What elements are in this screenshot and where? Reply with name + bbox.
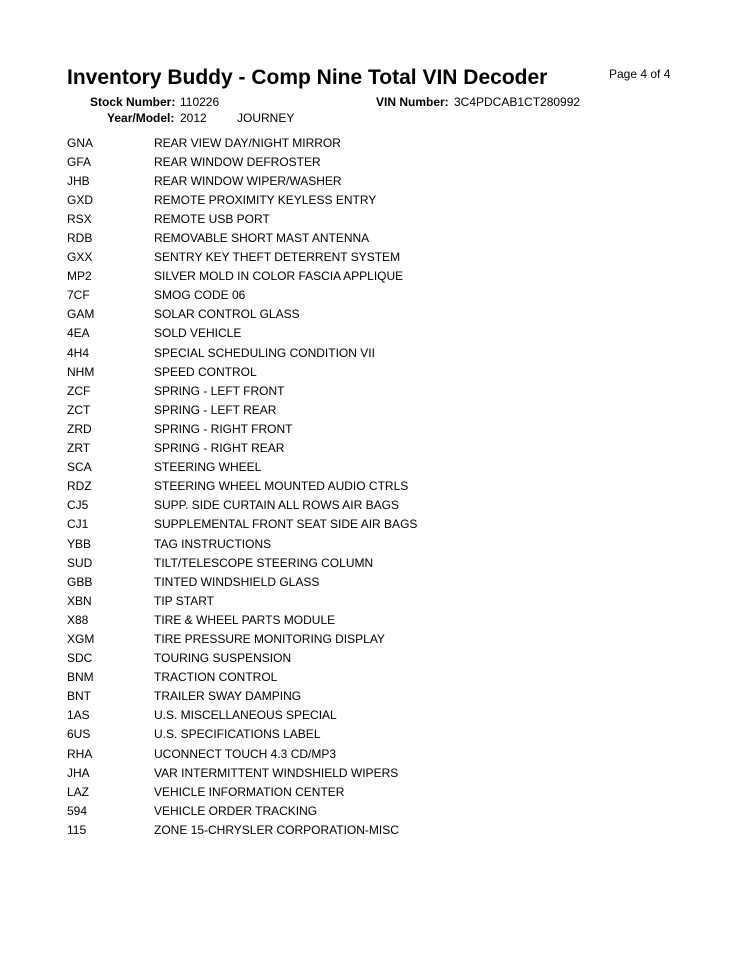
model-value: JOURNEY [237,111,295,125]
option-description: U.S. SPECIFICATIONS LABEL [154,727,321,742]
option-row [67,610,687,629]
page-number: Page 4 of 4 [609,67,671,81]
option-code: CJ5 [67,498,89,513]
option-row [67,744,687,763]
option-row [67,286,687,305]
option-row [67,209,687,228]
option-row [67,515,687,534]
option-code: GBB [67,574,93,589]
option-row [67,228,687,247]
option-code-list [67,133,687,839]
option-code: 115 [67,822,87,837]
option-description: SPRING - RIGHT REAR [154,441,285,456]
option-description: REAR VIEW DAY/NIGHT MIRROR [154,135,341,150]
option-description: TINTED WINDSHIELD GLASS [154,574,320,589]
option-description: SENTRY KEY THEFT DETERRENT SYSTEM [154,250,401,265]
option-row [67,591,687,610]
option-code: 1AS [67,708,90,723]
option-row [67,820,687,839]
option-row [67,534,687,553]
option-description: SOLD VEHICLE [154,326,242,341]
option-description: SPRING - LEFT FRONT [154,383,285,398]
stock-number-value: 110226 [180,95,220,109]
option-code: ZRD [67,421,92,436]
vin-value: 3C4PDCAB1CT280992 [454,95,581,109]
option-code: RHA [67,746,93,761]
option-row [67,190,687,209]
option-code: 4H4 [67,345,90,360]
option-row [67,305,687,324]
option-code: MP2 [67,269,92,284]
option-row [67,152,687,171]
option-description: TIRE PRESSURE MONITORING DISPLAY [154,631,385,646]
option-code: X88 [67,612,89,627]
option-code: LAZ [67,784,90,799]
option-row [67,362,687,381]
option-description: U.S. MISCELLANEOUS SPECIAL [154,708,337,723]
option-description: SUPPLEMENTAL FRONT SEAT SIDE AIR BAGS [154,517,418,532]
option-description: TAG INSTRUCTIONS [154,536,272,551]
option-code: BNM [67,670,94,685]
option-description: TOURING SUSPENSION [154,651,292,666]
option-code: XGM [67,631,95,646]
option-description: STEERING WHEEL [154,460,262,475]
option-code: NHM [67,364,95,379]
option-row [67,629,687,648]
option-code: SUD [67,555,93,570]
option-row [67,248,687,267]
option-description: SPEED CONTROL [154,364,257,379]
option-row [67,572,687,591]
option-description: SMOG CODE 06 [154,288,246,303]
option-row [67,496,687,515]
option-description: STEERING WHEEL MOUNTED AUDIO CTRLS [154,479,409,494]
option-description: SPRING - RIGHT FRONT [154,421,293,436]
option-row [67,477,687,496]
option-code: ZCT [67,402,91,417]
page-title: Inventory Buddy - Comp Nine Total VIN Decoder [67,66,548,89]
option-row [67,171,687,190]
option-code: CJ1 [67,517,89,532]
option-row [67,553,687,572]
option-description: ZONE 15-CHRYSLER CORPORATION-MISC [154,822,399,837]
option-code: XBN [67,593,92,608]
option-code: RDZ [67,479,92,494]
option-code: 6US [67,727,91,742]
option-code: 7CF [67,288,90,303]
option-code: YBB [67,536,92,551]
option-description: TRAILER SWAY DAMPING [154,689,302,704]
option-description: REMOTE USB PORT [154,211,270,226]
option-description: VEHICLE INFORMATION CENTER [154,784,345,799]
option-description: TIP START [154,593,215,608]
option-row [67,801,687,820]
option-code: JHA [67,765,90,780]
option-row [67,649,687,668]
option-row [67,419,687,438]
option-description: SPRING - LEFT REAR [154,402,277,417]
option-code: RSX [67,211,92,226]
option-row [67,782,687,801]
option-code: ZCF [67,383,91,398]
option-description: TILT/TELESCOPE STEERING COLUMN [154,555,374,570]
option-description: REMOVABLE SHORT MAST ANTENNA [154,231,370,246]
option-description: SUPP. SIDE CURTAIN ALL ROWS AIR BAGS [154,498,399,513]
option-code: GAM [67,307,95,322]
option-code: RDB [67,231,93,246]
year-value: 2012 [180,111,207,125]
option-description: SPECIAL SCHEDULING CONDITION VII [154,345,375,360]
option-row [67,381,687,400]
option-row [67,343,687,362]
option-row [67,706,687,725]
option-description: VEHICLE ORDER TRACKING [154,803,318,818]
option-row [67,133,687,152]
option-row [67,400,687,419]
option-code: GXX [67,250,93,265]
option-row [67,324,687,343]
option-code: 4EA [67,326,90,341]
option-row [67,458,687,477]
option-code: GFA [67,154,92,169]
vin-label: VIN Number: [376,95,449,109]
option-description: REMOTE PROXIMITY KEYLESS ENTRY [154,192,377,207]
option-code: 594 [67,803,88,818]
option-row [67,687,687,706]
option-description: REAR WINDOW DEFROSTER [154,154,321,169]
option-row [67,725,687,744]
option-row [67,439,687,458]
option-description: TRACTION CONTROL [154,670,278,685]
option-code: JHB [67,173,90,188]
option-code: GNA [67,135,94,150]
option-description: SOLAR CONTROL GLASS [154,307,300,322]
option-description: SILVER MOLD IN COLOR FASCIA APPLIQUE [154,269,404,284]
stock-number-label: Stock Number: [90,95,176,109]
option-description: TIRE & WHEEL PARTS MODULE [154,612,336,627]
option-code: SDC [67,651,93,666]
option-description: UCONNECT TOUCH 4.3 CD/MP3 [154,746,337,761]
option-row [67,668,687,687]
option-row [67,763,687,782]
option-row [67,267,687,286]
option-code: SCA [67,460,92,475]
option-description: VAR INTERMITTENT WINDSHIELD WIPERS [154,765,399,780]
option-code: BNT [67,689,91,704]
option-code: GXD [67,192,94,207]
option-description: REAR WINDOW WIPER/WASHER [154,173,342,188]
option-code: ZRT [67,441,91,456]
year-model-label: Year/Model: [107,111,175,125]
